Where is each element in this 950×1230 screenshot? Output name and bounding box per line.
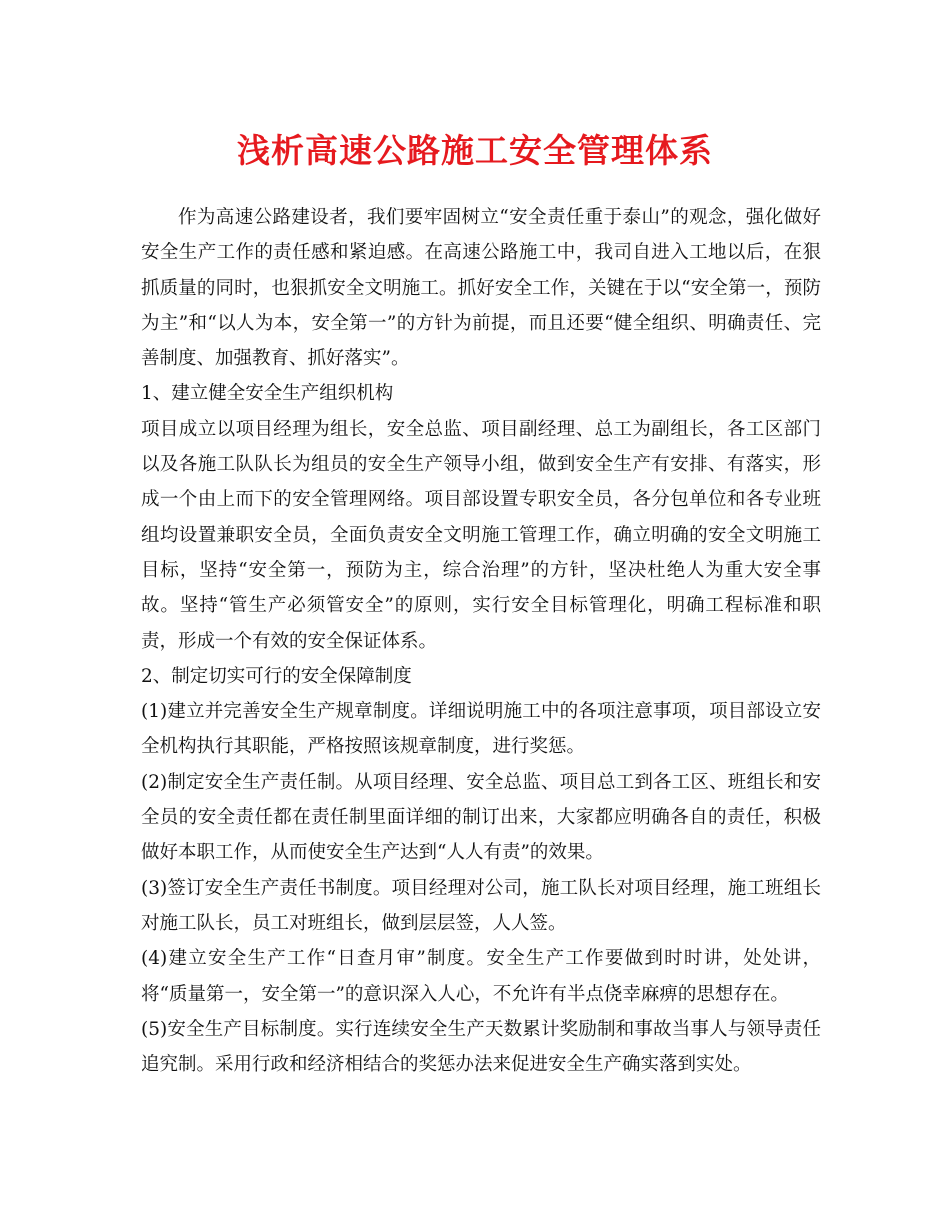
- section-1-paragraph: 项目成立以项目经理为组长，安全总监、项目副经理、总工为副组长，各工区部门以及各施工队队长为组员的安全生产领导小组，做到安全生产有安排、有落实，形成一个由上而下的安全管理网络。项目部设置专职安全员，各分包单位和各专业班组均设置兼职安全员，全面负责安全文明施工管理工作，确立明确的安全文明施工目标，坚持“安全第一，预防为主，综合治理”的方针，坚决杜绝人为重大安全事故。坚持“管生产必须管安全”的原则，实行安全目标管理化，明确工程标准和职责，形成一个有效的安全保证体系。: [141, 418, 821, 652]
- list-item-5: (5)安全生产目标制度。实行连续安全生产天数累计奖励制和事故当事人与领导责任追究制。采用行政和经济相结合的奖惩办法来促进安全生产确实落到实处。: [141, 1018, 821, 1076]
- list-item-1: (1)建立并完善安全生产规章制度。详细说明施工中的各项注意事项，项目部设立安全机构执行其职能，严格按照该规章制度，进行奖惩。: [141, 701, 821, 758]
- document-body: [141, 200, 821, 1082]
- section-heading-1: 1、建立健全安全生产组织机构: [141, 383, 394, 405]
- document-title: 浅析高速公路施工安全管理体系: [237, 131, 713, 170]
- list-item-3: (3)签订安全生产责任书制度。项目经理对公司，施工队长对项目经理，施工班组长对施工队长，员工对班组长，做到层层签，人人签。: [141, 877, 821, 934]
- intro-paragraph: 作为高速公路建设者，我们要牢固树立“安全责任重于泰山”的观念，强化做好安全生产工作的责任感和紧迫感。在高速公路施工中，我司自进入工地以后，在狠抓质量的同时，也狠抓安全文明施工。抓好安全工作，关键在于以“安全第一，预防为主”和“以人为本，安全第一”的方针为前提，而且还要“健全组织、明确责任、完善制度、加强教育、抓好落实”。: [141, 207, 821, 370]
- section-heading-2: 2、制定切实可行的安全保障制度: [141, 665, 412, 687]
- list-item-2: (2)制定安全生产责任制。从项目经理、安全总监、项目总工到各工区、班组长和安全员的安全责任都在责任制里面详细的制订出来，大家都应明确各自的责任，积极做好本职工作，从而使安全生产达到“人人有责”的效果。: [141, 771, 821, 864]
- list-item-4: (4)建立安全生产工作“日查月审”制度。安全生产工作要做到时时讲，处处讲，将“质量第一，安全第一”的意识深入人心，不允许有半点侥幸麻痹的思想存在。: [141, 948, 821, 1005]
